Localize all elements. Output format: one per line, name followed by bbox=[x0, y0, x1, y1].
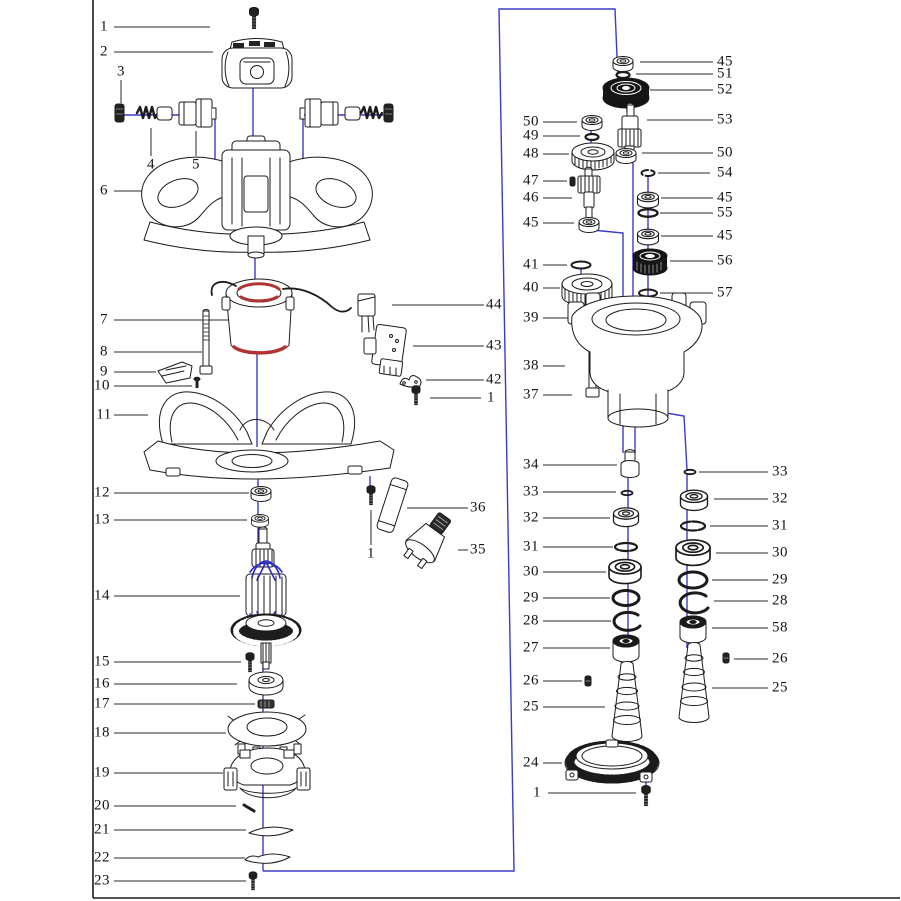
part-pin-20 bbox=[244, 805, 254, 811]
callout-label-2: 2 bbox=[100, 43, 108, 60]
callout-label-43: 43 bbox=[486, 337, 502, 354]
callout-label-1: 1 bbox=[367, 545, 375, 562]
callout-label-27: 27 bbox=[523, 639, 539, 656]
part-bearing-45d bbox=[638, 229, 659, 245]
callout-label-33: 33 bbox=[772, 463, 788, 480]
callout-label-8: 8 bbox=[100, 343, 108, 360]
part-gear-48 bbox=[572, 143, 614, 170]
callout-label-47: 47 bbox=[523, 172, 539, 189]
callout-label-31: 31 bbox=[772, 517, 788, 534]
callout-label-46: 46 bbox=[523, 189, 539, 206]
part-cord-set-left bbox=[115, 99, 216, 127]
part-bearing-30L bbox=[609, 560, 641, 584]
part-oring-29R bbox=[679, 572, 707, 588]
part-bearing-13 bbox=[252, 514, 269, 527]
part-gear-shaft-53 bbox=[618, 103, 641, 155]
part-washer-21 bbox=[249, 827, 293, 836]
callout-label-26: 26 bbox=[523, 672, 539, 689]
part-pinion-46 bbox=[578, 167, 600, 218]
part-dust-cone-25R bbox=[679, 643, 709, 723]
part-bearing-32R bbox=[681, 490, 708, 510]
callout-label-7: 7 bbox=[100, 311, 108, 328]
callout-label-16: 16 bbox=[94, 675, 110, 692]
callout-label-45: 45 bbox=[717, 53, 733, 70]
part-pin-47 bbox=[570, 177, 575, 186]
callout-label-34: 34 bbox=[523, 456, 539, 473]
callout-label-14: 14 bbox=[94, 587, 110, 604]
part-clamp-bracket-19 bbox=[224, 748, 310, 798]
callout-label-20: 20 bbox=[94, 797, 110, 814]
callout-label-24: 24 bbox=[523, 754, 539, 771]
callout-label-36: 36 bbox=[470, 499, 486, 516]
callout-label-18: 18 bbox=[94, 724, 110, 741]
callout-label-48: 48 bbox=[523, 145, 539, 162]
callout-label-30: 30 bbox=[523, 563, 539, 580]
part-ring-57 bbox=[639, 290, 657, 297]
callout-label-9: 9 bbox=[100, 363, 108, 380]
callout-label-56: 56 bbox=[717, 252, 733, 269]
callout-label-3: 3 bbox=[117, 63, 125, 80]
callout-label-1: 1 bbox=[100, 18, 108, 35]
callout-label-35: 35 bbox=[470, 541, 486, 558]
callout-label-5: 5 bbox=[192, 156, 200, 173]
callout-label-10: 10 bbox=[94, 377, 110, 394]
part-pin-26L bbox=[585, 676, 591, 686]
callout-label-25: 25 bbox=[772, 679, 788, 696]
callout-label-31: 31 bbox=[523, 538, 539, 555]
callout-label-6: 6 bbox=[100, 182, 108, 199]
part-power-plug-35 bbox=[398, 506, 459, 572]
part-gear-nut-56 bbox=[633, 249, 667, 275]
part-nut-17 bbox=[258, 700, 274, 708]
part-screw-1-lower bbox=[367, 486, 375, 505]
callout-label-38: 38 bbox=[523, 357, 539, 374]
part-collet-nut-27 bbox=[613, 635, 639, 662]
callout-label-39: 39 bbox=[523, 309, 539, 326]
callout-label-50: 50 bbox=[523, 113, 539, 130]
part-bearing-12 bbox=[251, 487, 271, 502]
callout-label-51: 51 bbox=[717, 65, 733, 82]
callout-label-32: 32 bbox=[523, 509, 539, 526]
part-clip-33L bbox=[622, 491, 633, 495]
callout-label-57: 57 bbox=[717, 284, 733, 301]
part-wave-washer-31L bbox=[615, 543, 637, 551]
part-cord-set-right bbox=[300, 99, 393, 127]
callout-label-58: 58 bbox=[772, 619, 788, 636]
callout-label-29: 29 bbox=[772, 571, 788, 588]
callout-label-55: 55 bbox=[717, 204, 733, 221]
part-ring-41 bbox=[572, 262, 591, 269]
callout-label-21: 21 bbox=[94, 821, 110, 838]
part-bearing-50b bbox=[616, 149, 636, 164]
callout-label-50: 50 bbox=[717, 144, 733, 161]
part-capacitor-44 bbox=[358, 294, 375, 332]
part-circlip-28R bbox=[680, 593, 708, 613]
callout-label-1: 1 bbox=[487, 389, 495, 406]
part-bearing-45b bbox=[579, 218, 599, 233]
callout-label-53: 53 bbox=[717, 111, 733, 128]
callout-label-45: 45 bbox=[717, 227, 733, 244]
callout-label-42: 42 bbox=[486, 371, 502, 388]
part-crown-ring-24 bbox=[565, 740, 659, 783]
part-long-bolt bbox=[200, 310, 212, 375]
part-stator bbox=[212, 279, 351, 353]
part-cord-sleeve-36 bbox=[376, 477, 409, 534]
callout-label-22: 22 bbox=[94, 849, 110, 866]
part-clip-54 bbox=[642, 170, 655, 176]
part-ring-55 bbox=[639, 209, 658, 217]
callout-label-45: 45 bbox=[523, 214, 539, 231]
callout-label-40: 40 bbox=[523, 279, 539, 296]
part-bearing-30R bbox=[676, 540, 710, 566]
part-small-screw-10 bbox=[194, 377, 200, 388]
part-brush-holder bbox=[158, 362, 192, 383]
part-collet-nut-58 bbox=[680, 616, 706, 643]
part-bearing-32L bbox=[614, 508, 639, 527]
part-bearing-16 bbox=[249, 672, 283, 695]
part-gear-52 bbox=[603, 78, 649, 108]
part-screw-1-bottom bbox=[642, 786, 651, 807]
callout-label-33: 33 bbox=[523, 483, 539, 500]
callout-label-37: 37 bbox=[523, 386, 539, 403]
callout-label-13: 13 bbox=[94, 511, 110, 528]
callout-label-45: 45 bbox=[717, 189, 733, 206]
part-top-cover bbox=[222, 39, 292, 89]
part-screw-15 bbox=[246, 653, 254, 672]
part-ring-49 bbox=[586, 134, 599, 140]
part-washer-22 bbox=[245, 854, 290, 863]
part-switch-43 bbox=[364, 324, 407, 376]
callout-label-12: 12 bbox=[94, 484, 110, 501]
callout-label-23: 23 bbox=[94, 872, 110, 889]
part-oring-29L bbox=[613, 591, 639, 606]
callout-label-29: 29 bbox=[523, 589, 539, 606]
callout-label-52: 52 bbox=[717, 81, 733, 98]
callout-label-4: 4 bbox=[147, 156, 155, 173]
part-bearing-50a bbox=[582, 116, 602, 131]
part-screw-23 bbox=[249, 872, 257, 890]
callout-label-26: 26 bbox=[772, 650, 788, 667]
callout-label-54: 54 bbox=[717, 164, 733, 181]
callout-label-17: 17 bbox=[94, 695, 110, 712]
part-wave-washer-31R bbox=[681, 522, 705, 531]
callout-label-28: 28 bbox=[772, 592, 788, 609]
callout-label-44: 44 bbox=[486, 296, 502, 313]
callout-label-49: 49 bbox=[523, 127, 539, 144]
part-dust-cone-25L bbox=[612, 662, 642, 742]
part-bearing-45a bbox=[613, 57, 633, 72]
callout-label-28: 28 bbox=[523, 612, 539, 629]
part-screw-1-mid bbox=[412, 386, 420, 405]
callout-label-11: 11 bbox=[96, 406, 112, 423]
part-motor-housing-base bbox=[144, 392, 394, 479]
part-circlip-28L bbox=[614, 612, 640, 630]
part-ring-51 bbox=[617, 72, 630, 78]
part-pin-26R bbox=[723, 653, 729, 663]
part-screw-top bbox=[250, 7, 259, 29]
callout-label-15: 15 bbox=[94, 653, 110, 670]
callout-label-19: 19 bbox=[94, 764, 110, 781]
callout-label-30: 30 bbox=[772, 544, 788, 561]
part-bushing-34 bbox=[621, 450, 639, 478]
callout-label-25: 25 bbox=[523, 698, 539, 715]
callout-label-32: 32 bbox=[772, 490, 788, 507]
callout-label-1: 1 bbox=[533, 784, 541, 801]
part-clip-33R bbox=[685, 470, 696, 474]
part-armature bbox=[231, 527, 301, 669]
part-bearing-45c bbox=[638, 192, 659, 208]
part-motor-housing-top bbox=[142, 136, 373, 258]
callout-label-41: 41 bbox=[523, 256, 539, 273]
